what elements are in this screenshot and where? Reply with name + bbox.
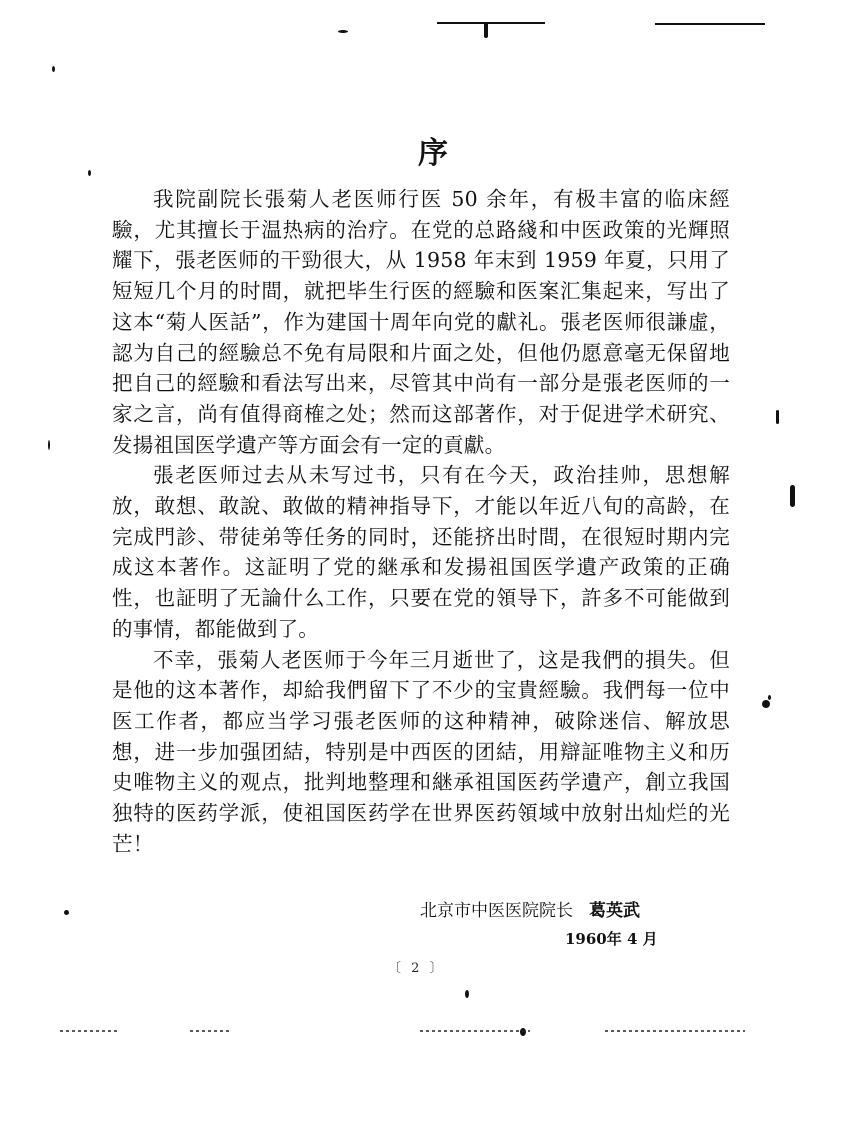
scan-speck xyxy=(64,910,69,915)
document-title: 序 xyxy=(418,136,448,171)
paragraph-3: 不幸，張菊人老医师于今年三月逝世了，这是我們的損失。但是他的这本著作，却給我們留下了不少的宝貴經驗。我們每一位中医工作者，都应当学习張老医师的这种精神，破除迷信、解放思想，进一步加强团結，特别是中西医的团結，用辯証唯物主义和历史唯物主义的观点，批判地整理和継承祖国医药学遺产，創立我国独特的医药学派，使祖国医药学在世界医药領域中放射出灿烂的光芒！ xyxy=(112,647,730,856)
scan-speck xyxy=(52,66,55,72)
scan-speck xyxy=(768,695,771,700)
scan-edge-mid xyxy=(420,1030,530,1032)
scan-edge-right xyxy=(605,1030,745,1032)
scan-speck xyxy=(338,30,348,33)
signature-block xyxy=(420,898,720,924)
top-rule-right xyxy=(655,23,765,25)
scan-speck xyxy=(762,700,770,708)
scan-speck xyxy=(790,485,795,507)
body-text xyxy=(112,184,730,859)
paragraph-2: 張老医师过去从未写过书，只有在今天，政治挂帅，思想解放，敢想、敢說、敢做的精神指导下，才能以年近八旬的高龄，在完成門診、带徒弟等任务的同时，还能挤出时間，在很短时期内完成这本著作。这証明了党的継承和发揚祖国医学遺产政策的正确性，也証明了无論什么工作，只要在党的領导下，許多不可能做到的事情，都能做到了。 xyxy=(112,463,730,641)
document-date: 1960年 4 月 xyxy=(565,930,658,948)
scan-speck xyxy=(48,440,50,450)
signature-organization: 北京市中医医院院长 xyxy=(420,901,573,921)
page-number: 〔 2 〕 xyxy=(388,961,446,976)
scan-edge-left xyxy=(60,1030,120,1032)
signature-name: 葛英武 xyxy=(589,901,640,921)
paragraph-1: 我院副院长張菊人老医师行医 50 余年，有极丰富的临床經驗，尤其擅长于温热病的治疗。在党的总路綫和中医政策的光輝照耀下，張老医师的干勁很大，从 1958 年末到 1959 年夏，只用了短短几个月的时間，就把毕生行医的經驗和医案汇集起来，写出了这本“菊人医話”，作为建国十周年向党的獻礼。張老医师很謙虛，認为自己的經驗总不免有局限和片面之处，但他仍愿意毫无保留地把自己的經驗和看法写出来，尽管其中尚有一部分是張老医师的一家之言，尚有值得商榷之处；然而这部著作，对于促进学术研究、发揚祖国医学遺产等方面会有一定的貢獻。 xyxy=(112,187,730,457)
scan-edge-center xyxy=(190,1030,230,1032)
scan-speck xyxy=(484,22,488,38)
top-rule-left xyxy=(437,22,545,24)
scan-speck xyxy=(776,410,779,424)
scan-speck xyxy=(465,990,469,998)
